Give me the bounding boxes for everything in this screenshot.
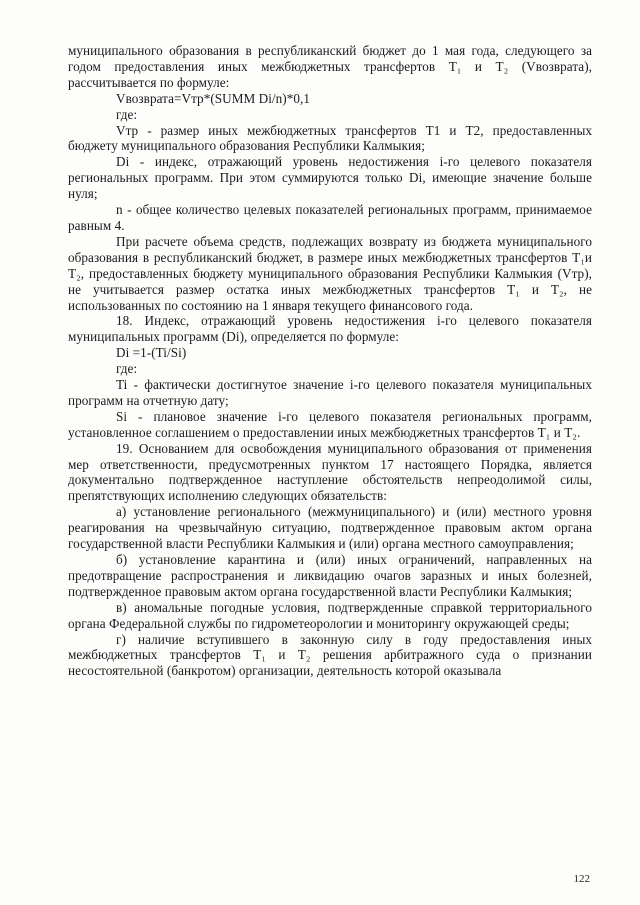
definition-ti: Ti - фактически достигнутое значение i-го целевого показателя муниципальных программ на отчетную дату;	[68, 377, 592, 408]
document-body	[68, 43, 592, 679]
page-number: 122	[573, 873, 590, 885]
definition-di: Di - индекс, отражающий уровень недостижения i-го целевого показателя региональных программ. При этом суммируются только Di, имеющие значение больше нуля;	[68, 154, 592, 202]
formula-v-return: Vвозврата=Vтр*(SUMM Di/n)*0,1	[116, 90, 311, 106]
definition-vtr: Vтр - размер иных межбюджетных трансфертов Т1 и Т2, предоставленных бюджету муниципального образования Республики Калмыкия;	[68, 122, 592, 154]
definition-n: n - общее количество целевых показателей региональных программ, принимаемое равным 4.	[68, 202, 592, 233]
paragraph-19: 19. Основанием для освобождения муниципального образования от применения мер ответственности, предусмотренных пунктом 17 настоящего Порядка, является документально подтвержденное наступление обстоятельств непреодолимой силы, препятствующих исполнению следующих обязательств:	[68, 440, 592, 504]
where-label: где:	[116, 106, 138, 122]
paragraph-18: 18. Индекс, отражающий уровень недостижения i-го целевого показателя муниципальных программ (Di), определяется по формуле:	[68, 313, 592, 345]
list-item-g: г) наличие вступившего в законную силу в году предоставления иных межбюджетных трансфертов Т₁ и Т₂ решения арбитражного суда о признании несостоятельной (банкротом) организации, деятельность которой оказывала	[68, 631, 592, 679]
list-item-b: б) установление карантина и (или) иных ограничений, направленных на предотвращение распространения и ликвидацию очагов заразных и иных болезней, подтвержденное правовым актом органа государственной власти Республики Калмыкия;	[68, 552, 592, 599]
formula-di: Di =1-(Ti/Si)	[116, 345, 187, 361]
definition-si: Si - плановое значение i-го целевого показателя региональных программ, установленное соглашением о предоставлении иных межбюджетных трансфертов Т₁ и Т₂.	[68, 408, 592, 440]
list-item-v: в) аномальные погодные условия, подтвержденные справкой территориального органа Федеральной службы по гидрометеорологии и мониторингу окружающей среды;	[68, 599, 592, 631]
where-label-2: где:	[116, 361, 138, 377]
paragraph-continuation: муниципального образования в республиканский бюджет до 1 мая года, следующего за годом предоставления иных межбюджетных трансфертов Т₁ и Т₂ (Vвозврата), рассчитывается по формуле:	[68, 43, 592, 90]
list-item-a: а) установление регионального (межмуниципального) и (или) местного уровня реагирования на чрезвычайную ситуацию, подтвержденное правовым актом органа государственной власти Республики Калмыкия и (или) органа местного самоуправления;	[68, 504, 592, 552]
paragraph-calculation-note: При расчете объема средств, подлежащих возврату из бюджета муниципального образования в республиканский бюджет, в размере иных межбюджетных трансфертов Т₁и Т₂, предоставленных бюджету муниципального образования Республики Калмыкия (Vтр), не учитывается размер остатка иных межбюджетных трансфертов Т₁ и Т₂, не использованных по состоянию на 1 января текущего финансового года.	[68, 233, 592, 313]
